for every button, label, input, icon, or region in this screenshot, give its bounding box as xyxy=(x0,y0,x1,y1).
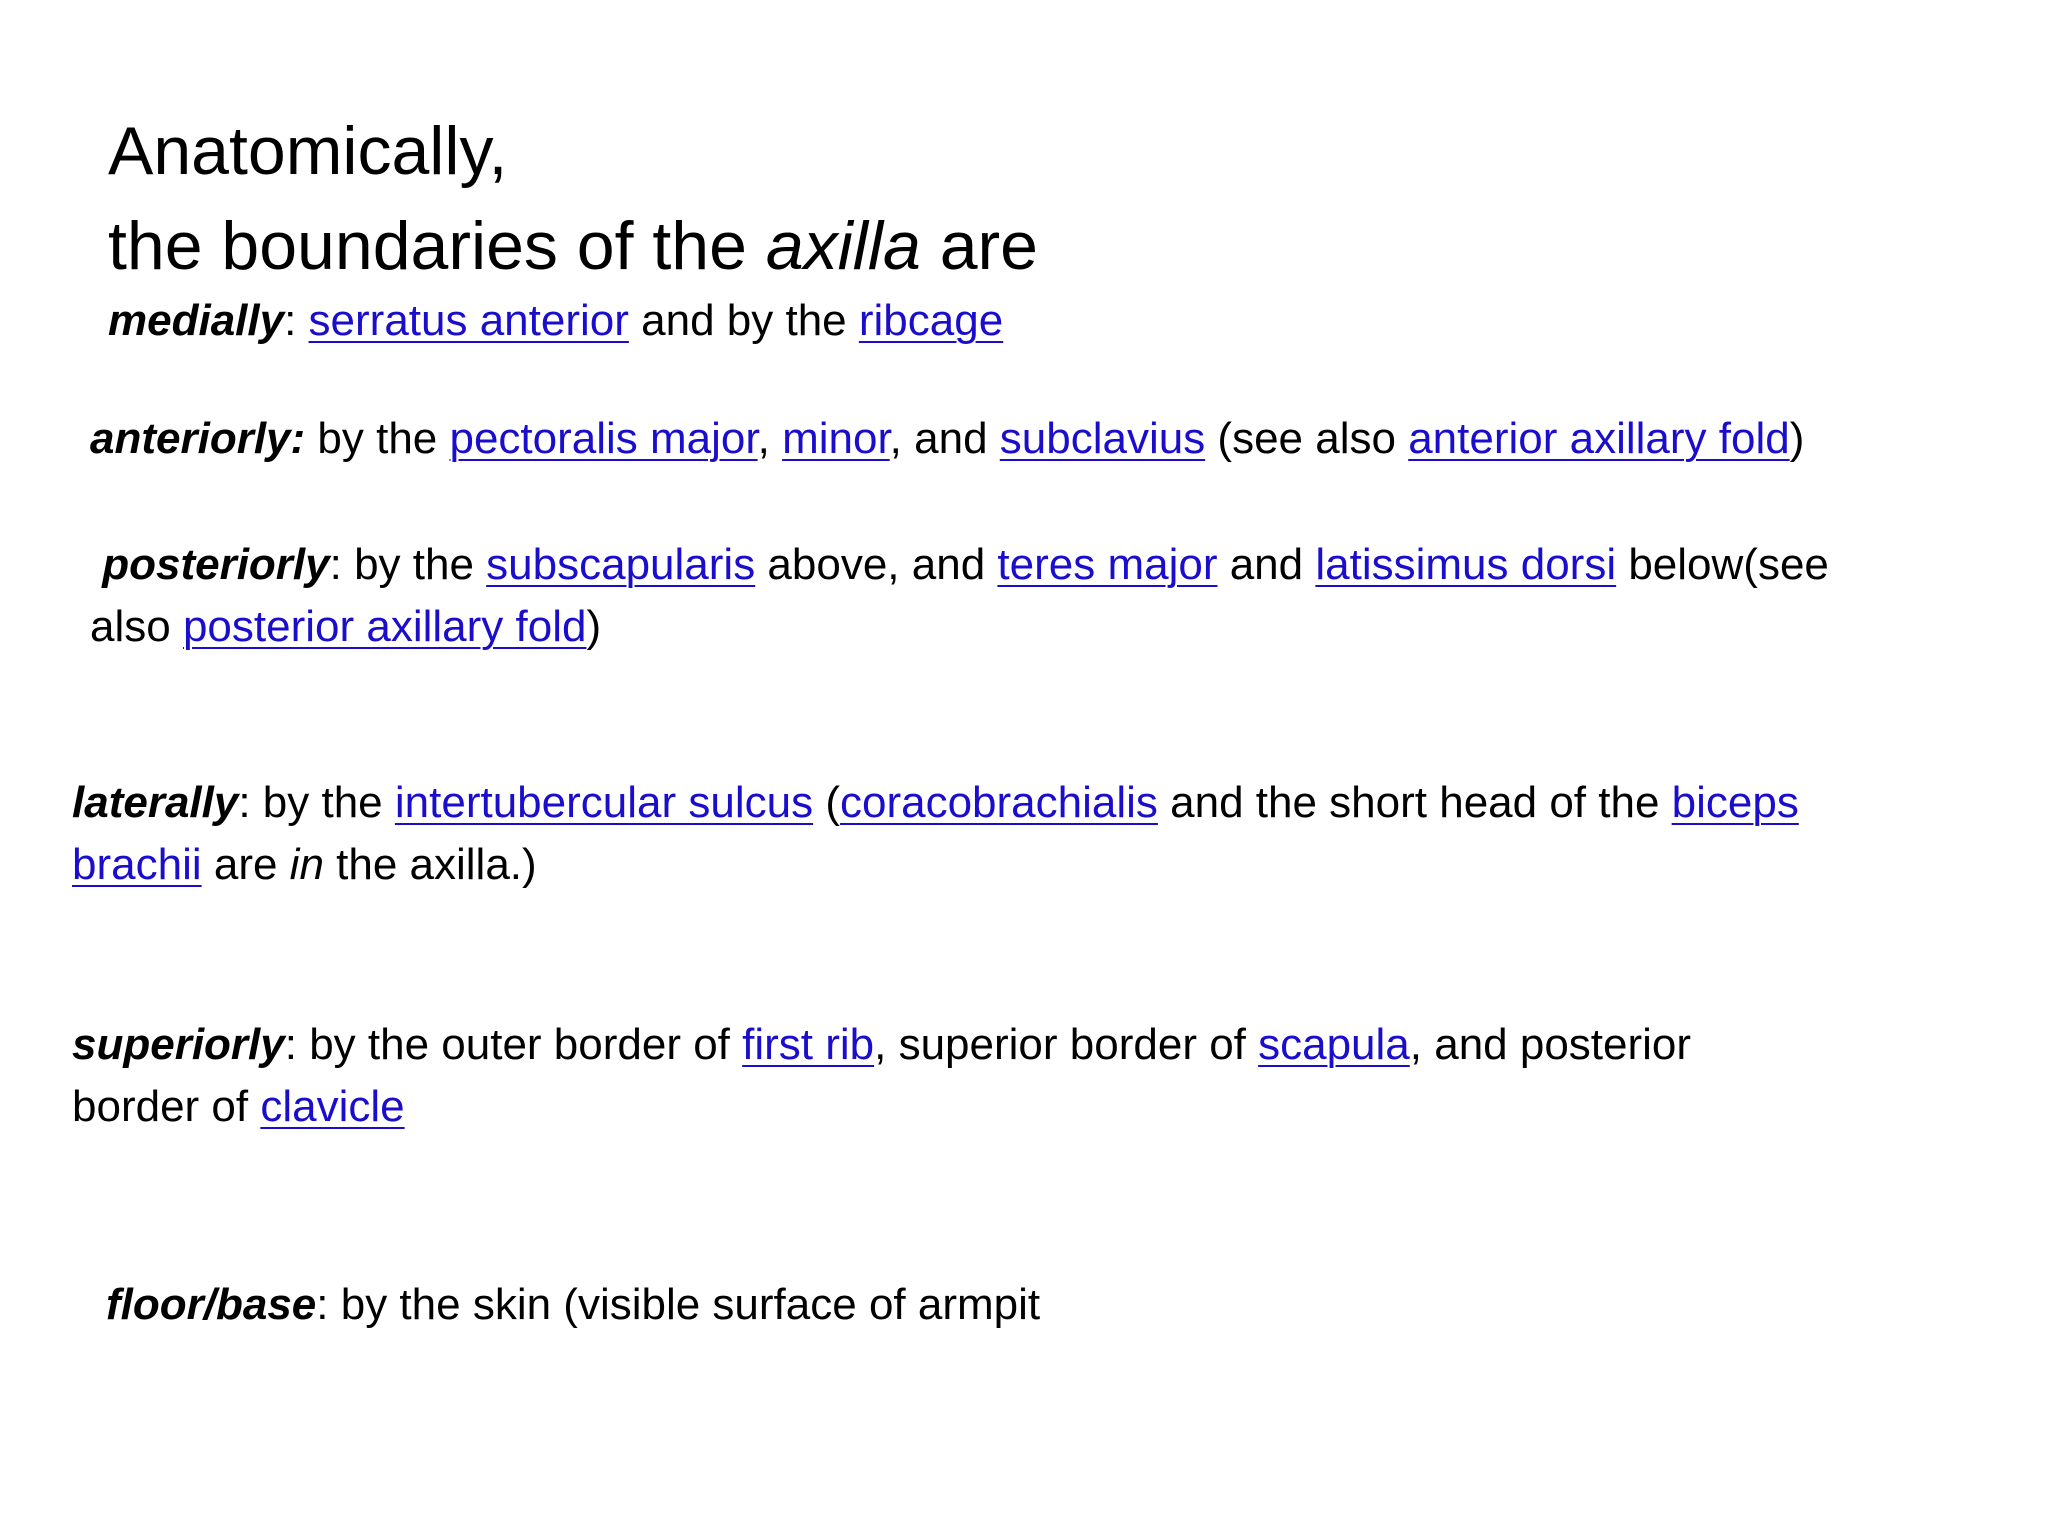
superiorly-paragraph xyxy=(72,1014,1691,1138)
link-brachii[interactable]: brachii xyxy=(72,840,202,889)
link-serratus-anterior[interactable]: serratus anterior xyxy=(308,296,629,345)
text: by the xyxy=(305,414,450,463)
superiorly-row-2 xyxy=(72,1076,1691,1138)
link-minor[interactable]: minor xyxy=(782,414,890,463)
text: , and posterior xyxy=(1409,1020,1692,1069)
text: ) xyxy=(1789,414,1805,463)
title-text-pre: the boundaries of the xyxy=(108,208,766,284)
slide-title xyxy=(108,104,1038,294)
anteriorly-label: anteriorly: xyxy=(90,414,306,463)
link-intertubercular-sulcus[interactable]: intertubercular sulcus xyxy=(394,778,814,827)
link-posterior-axillary-fold[interactable]: posterior axillary fold xyxy=(182,602,587,651)
text: also xyxy=(90,602,183,651)
laterally-row-2 xyxy=(72,834,1799,896)
text: , and xyxy=(889,414,1000,463)
laterally-row-1 xyxy=(72,772,1799,834)
laterally-paragraph xyxy=(72,772,1799,896)
text: are xyxy=(201,840,290,889)
medially-row xyxy=(108,290,1003,352)
text: and by the xyxy=(628,296,859,345)
link-subscapularis[interactable]: subscapularis xyxy=(486,540,756,589)
link-clavicle[interactable]: clavicle xyxy=(260,1082,405,1131)
text: ( xyxy=(813,778,840,827)
posteriorly-row-2 xyxy=(90,596,1829,658)
link-pectoralis-major[interactable]: pectoralis major xyxy=(449,414,758,463)
text: border of xyxy=(72,1082,261,1131)
anteriorly-paragraph xyxy=(90,408,1804,470)
title-text-axilla: axilla xyxy=(765,208,921,284)
link-coracobrachialis[interactable]: coracobrachialis xyxy=(839,778,1158,827)
floor-label: floor/base xyxy=(106,1280,317,1329)
text: above, and xyxy=(755,540,998,589)
text: (see also xyxy=(1205,414,1409,463)
posteriorly-paragraph xyxy=(90,534,1829,658)
superiorly-label: superiorly xyxy=(72,1020,285,1069)
text: and xyxy=(1217,540,1316,589)
text: ) xyxy=(586,602,602,651)
floor-row xyxy=(106,1274,1040,1336)
link-latissimus-dorsi[interactable]: latissimus dorsi xyxy=(1315,540,1617,589)
title-text-post: are xyxy=(920,208,1038,284)
title-line-1: Anatomically, xyxy=(108,113,508,189)
posteriorly-row-1 xyxy=(90,534,1829,596)
link-ribcage[interactable]: ribcage xyxy=(858,296,1004,345)
text: , xyxy=(757,414,783,463)
text: below(see xyxy=(1616,540,1829,589)
text: : by the outer border of xyxy=(284,1020,743,1069)
medially-paragraph xyxy=(108,290,1003,352)
text: the axilla.) xyxy=(323,840,537,889)
link-scapula[interactable]: scapula xyxy=(1258,1020,1410,1069)
text: and the short head of the xyxy=(1157,778,1672,827)
link-teres-major[interactable]: teres major xyxy=(997,540,1218,589)
anteriorly-row xyxy=(90,408,1804,470)
text: : xyxy=(284,296,309,345)
link-anterior-axillary-fold[interactable]: anterior axillary fold xyxy=(1408,414,1790,463)
link-biceps[interactable]: biceps xyxy=(1671,778,1799,827)
text: : by the skin (visible surface of armpit xyxy=(316,1280,1041,1329)
floor-paragraph xyxy=(106,1274,1040,1336)
title-line-2 xyxy=(108,199,1038,294)
text: , superior border of xyxy=(874,1020,1259,1069)
link-subclavius[interactable]: subclavius xyxy=(999,414,1206,463)
laterally-label: laterally xyxy=(72,778,239,827)
posteriorly-label: posteriorly xyxy=(102,540,330,589)
medially-label: medially xyxy=(108,296,285,345)
link-first-rib[interactable]: first rib xyxy=(742,1020,875,1069)
text: : by the xyxy=(238,778,395,827)
text-in: in xyxy=(289,840,324,889)
superiorly-row-1 xyxy=(72,1014,1691,1076)
text: : by the xyxy=(329,540,487,589)
